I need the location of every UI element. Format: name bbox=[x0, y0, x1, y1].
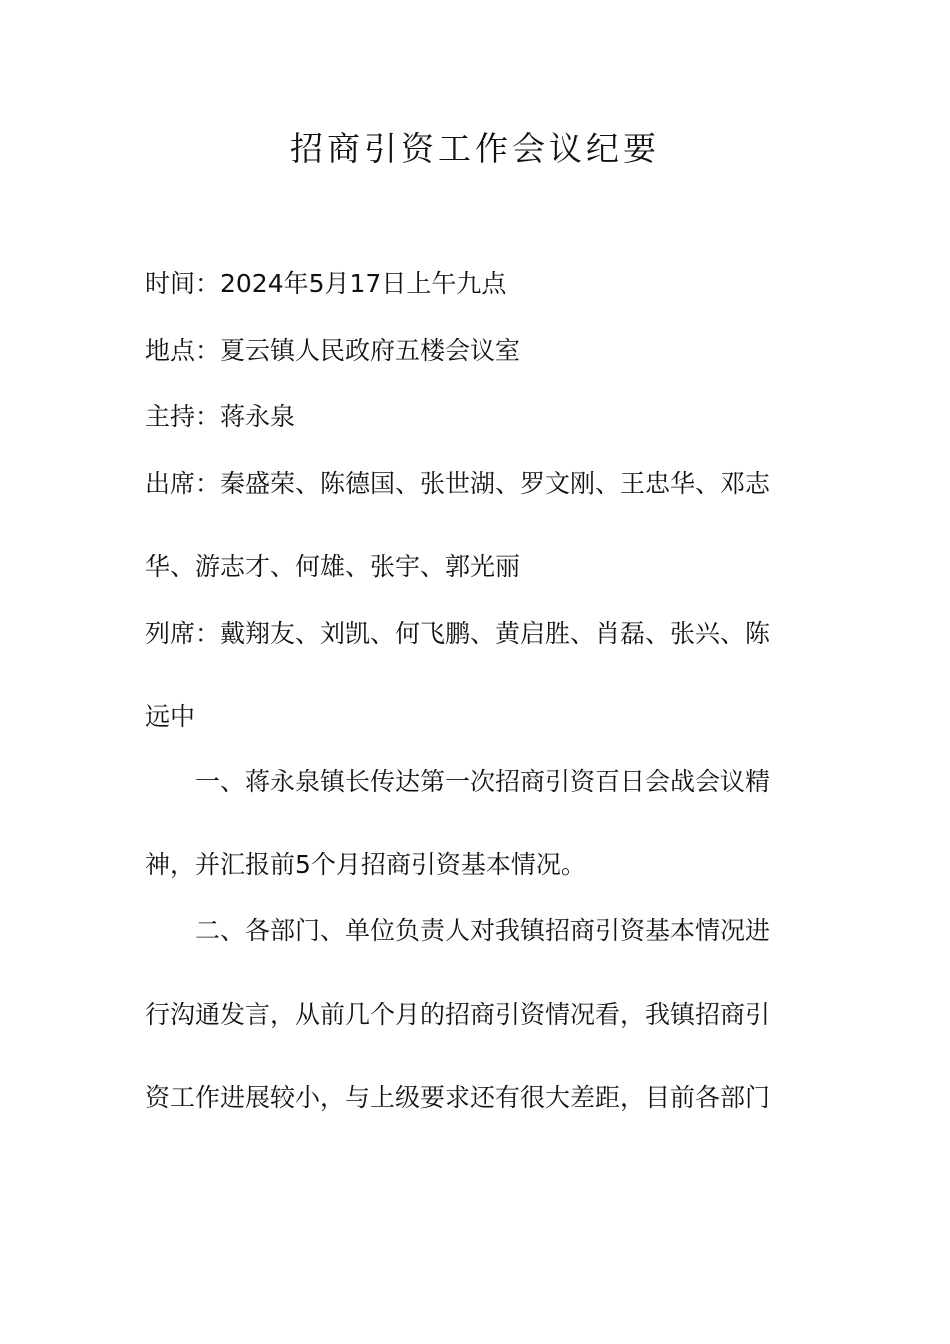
paragraph-2-line-2: 行沟通发言，从前几个月的招商引资情况看，我镇招商引 bbox=[145, 1000, 771, 1029]
meeting-location: 地点：夏云镇人民政府五楼会议室 bbox=[145, 336, 521, 365]
paragraph-2-line-3: 资工作进展较小，与上级要求还有很大差距，目前各部门 bbox=[145, 1083, 771, 1112]
document-title: 招商引资工作会议纪要 bbox=[290, 129, 660, 168]
attendees-line-1: 出席：秦盛荣、陈德国、张世湖、罗文刚、王忠华、邓志 bbox=[145, 469, 771, 498]
paragraph-1-line-1: 一、蒋永泉镇长传达第一次招商引资百日会战会议精 bbox=[195, 767, 771, 796]
meeting-host: 主持：蒋永泉 bbox=[145, 402, 296, 431]
paragraph-2-line-1: 二、各部门、单位负责人对我镇招商引资基本情况进 bbox=[195, 916, 771, 945]
observers-line-1: 列席：戴翔友、刘凯、何飞鹏、黄启胜、肖磊、张兴、陈 bbox=[145, 619, 771, 648]
attendees-line-2: 华、游志才、何雄、张宇、郭光丽 bbox=[145, 552, 521, 581]
meeting-time: 时间：2024年5月17日上午九点 bbox=[145, 269, 507, 298]
observers-line-2: 远中 bbox=[145, 702, 196, 731]
paragraph-1-line-2: 神，并汇报前5个月招商引资基本情况。 bbox=[145, 850, 586, 879]
